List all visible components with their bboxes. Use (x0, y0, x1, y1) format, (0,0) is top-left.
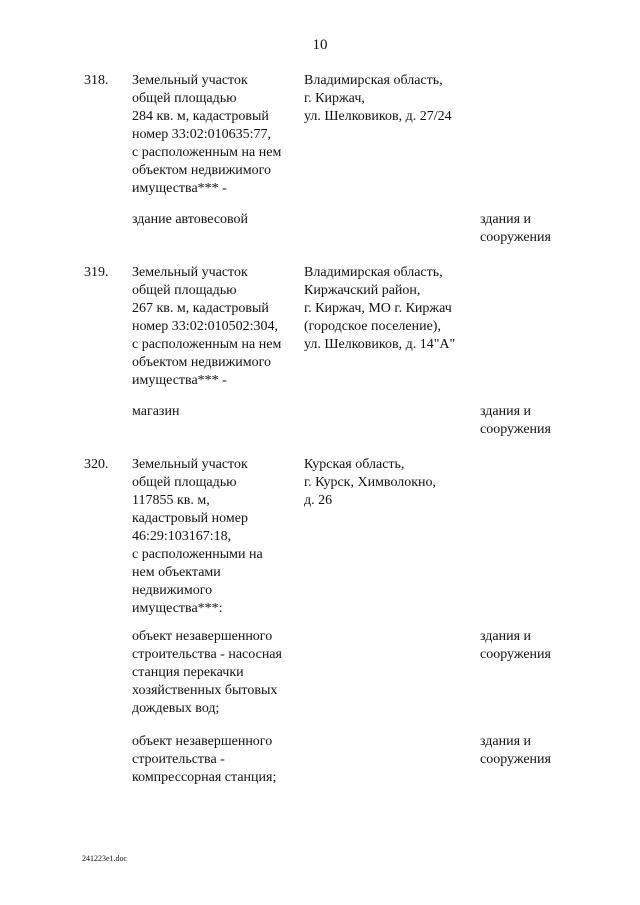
description-line: с расположенными на (132, 547, 263, 562)
object-name-line: станция перекачки (132, 665, 244, 680)
object-type-line: здания и (480, 404, 532, 419)
description-line: имущества***: (132, 601, 223, 616)
description-line: объектом недвижимого (132, 163, 272, 178)
object-name (132, 211, 302, 229)
land-plot-description (132, 456, 302, 618)
description-line: 267 кв. м, кадастровый (132, 301, 269, 316)
object-type-line: здания и (480, 734, 532, 749)
object-name-line: объект незавершенного (132, 629, 273, 644)
object-type-line: сооружения (480, 752, 551, 767)
object-type (480, 628, 620, 664)
address (304, 456, 514, 510)
entry-number: 320. (84, 457, 109, 472)
description-line: Земельный участок (132, 457, 248, 472)
description-line: с расположенным на нем (132, 337, 282, 352)
address-line: г. Киржач, МО г. Киржач (304, 301, 452, 316)
object-name (132, 628, 302, 718)
object-type-line: сооружения (480, 422, 551, 437)
address-line: д. 26 (304, 493, 333, 508)
object-type-line: здания и (480, 629, 532, 644)
object-name-line: строительства - насосная (132, 647, 282, 662)
address-line: г. Киржач, (304, 91, 365, 106)
address-line: Владимирская область, (304, 73, 443, 88)
address-line: Владимирская область, (304, 265, 443, 280)
description-line: недвижимого (132, 583, 213, 598)
object-name-line: здание автовесовой (132, 212, 249, 227)
description-line: кадастровый номер (132, 511, 248, 526)
object-name-line: магазин (132, 404, 180, 419)
description-line: номер 33:02:010502:304, (132, 319, 278, 334)
object-name (132, 403, 302, 421)
object-type (480, 733, 620, 769)
description-line: имущества*** - (132, 373, 227, 388)
land-plot-description (132, 264, 302, 390)
object-name-line: дождевых вод; (132, 701, 220, 716)
land-plot-description (132, 72, 302, 198)
address-line: Киржачский район, (304, 283, 421, 298)
entry-number: 319. (84, 265, 109, 280)
object-type-line: сооружения (480, 230, 551, 245)
description-line: Земельный участок (132, 73, 248, 88)
object-name (132, 733, 302, 787)
entry-number: 318. (84, 73, 109, 88)
object-type-line: здания и (480, 212, 532, 227)
description-line: объектом недвижимого (132, 355, 272, 370)
address-line: ул. Шелковиков, д. 27/24 (304, 109, 452, 124)
object-type-line: сооружения (480, 647, 551, 662)
object-type (480, 403, 620, 439)
object-name-line: строительства - (132, 752, 225, 767)
description-line: Земельный участок (132, 265, 248, 280)
object-type (480, 211, 620, 247)
file-name-footer: 241223e1.doc (82, 854, 128, 863)
description-line: 117855 кв. м, (132, 493, 210, 508)
description-line: общей площадью (132, 91, 237, 106)
description-line: с расположенным на нем (132, 145, 282, 160)
address-line: г. Курск, Химволокно, (304, 475, 437, 490)
address-line: Курская область, (304, 457, 405, 472)
object-name-line: хозяйственных бытовых (132, 683, 278, 698)
description-line: имущества*** - (132, 181, 227, 196)
object-name-line: объект незавершенного (132, 734, 273, 749)
address-line: ул. Шелковиков, д. 14"А" (304, 337, 456, 352)
description-line: 46:29:103167:18, (132, 529, 232, 544)
description-line: нем объектами (132, 565, 221, 580)
address (304, 72, 514, 126)
address-line: (городское поселение), (304, 319, 441, 334)
address (304, 264, 514, 354)
description-line: общей площадью (132, 475, 237, 490)
object-name-line: компрессорная станция; (132, 770, 277, 785)
page-number: 10 (312, 37, 328, 53)
description-line: общей площадью (132, 283, 237, 298)
description-line: 284 кв. м, кадастровый (132, 109, 269, 124)
description-line: номер 33:02:010635:77, (132, 127, 271, 142)
